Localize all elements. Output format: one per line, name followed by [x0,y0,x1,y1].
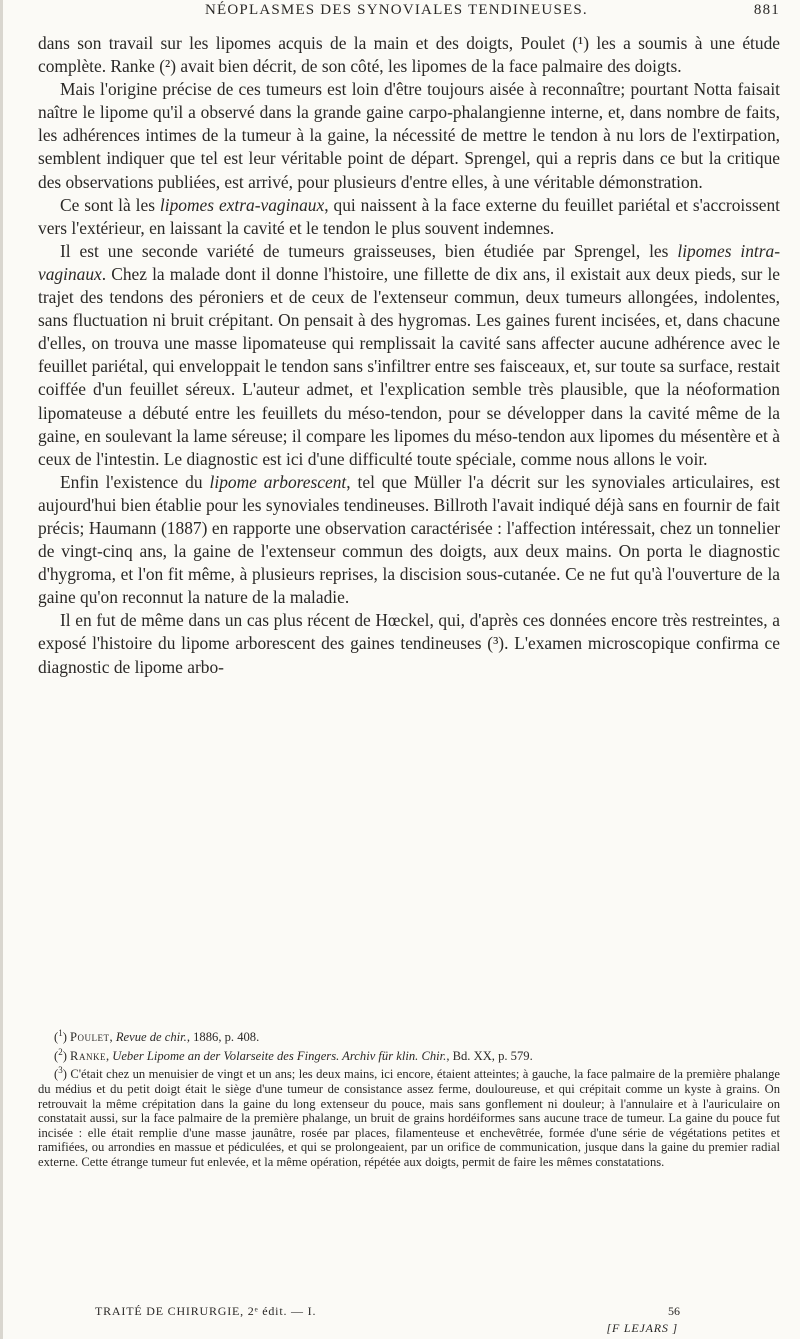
paragraph-3-end: , qui naissent à la face externe du feuillet pariétal et s'accroissent vers l'extérieur, en laissant la cavité et le tendon le plus souvent indemnes. [38,194,780,238]
paragraph-5-start: Enfin l'existence du [60,471,210,492]
paragraph-3 [38,194,780,240]
footnote-1-author: Poulet [70,1030,110,1045]
paragraph-5 [38,471,780,610]
signature-mark: 56 [668,1304,680,1318]
footnote-1-rest: , 1886, p. 408. [186,1030,260,1045]
footnote-1: ($^1$) Poulet, Revue de chir., 1886, p. 408. [54,1028,260,1045]
footnote-3: ($^3$) C'était chez un menuisier de vingt et un ans; les deux mains, ici encore, étaient atteintes; à gauche, la face palmaire de la première phalange du médius et du petit doigt était le siège d'une tumeur de consistance assez ferme, douloureuse, et qui crépitait comme un kyste à grains. On retrouvait la même crépitation dans la gaine du long extenseur du pouce, mais sans gonflement ni douleur; à l'annulaire et à l'auriculaire on constatait aussi, sur la face palmaire de la première phalange, un bruit de grains hordéiformes sans aucune trace de tumeur. La gaine du pouce fut incisée : elle était remplie d'une masse jaunâtre, rosée par places, filamenteuse et enchevêtrée, formée d'une série de végétations petites et ramifiées, ou arrondies en massue et pédiculées, et qui se prolongeaient, par un orifice de communication, jusque dans la gaine du premier radial externe. Cette étrange tumeur fut enlevée, et la même opération, répétée aux doigts, permit de faire les mêmes constatations. [38,1065,780,1169]
page-header [40,2,780,28]
paragraph-5-end: , tel que Müller l'a décrit sur les synoviales articulaires, est aujourd'hui bien établie pour les synoviales tendineuses. Billroth l'avait indiqué déjà sans en fournir de fait précis; Haumann (1887) en rapporte une observation caractérisée : l'affection intéressait, chez un tonnelier de vingt-cinq ans, la gaine de l'extenseur commun des doigts, aux deux mains. On porta le diagnostic d'hygroma, et l'on fit même, à plusieurs reprises, la discision sous-cutanée. Ce ne fut qu'à l'ouverture de la gaine qu'on reconnut la nature de la maladie. [38,471,781,608]
page-number: 881 [753,2,780,18]
term-extra-vaginal: lipomes extra-vaginaux [159,194,325,215]
body-text [38,32,780,679]
paragraph-2: Mais l'origine précise de ces tumeurs est loin d'être toujours aisée à reconnaître; pourtant Notta faisait naître le lipome qu'il a observé dans la grande gaine carpo-phalangienne interne, et, dans nombre de faits, les adhérences intimes de la tumeur à la gaine, la nécessité de mettre le tendon à nu lors de l'extirpation, semblent indiquer que tel est leur véritable point de départ. Sprengel, qui a repris dans ce but la critique des observations publiées, est arrivé, pour plusieurs d'entre elles, à une véritable démonstration. [38,79,780,192]
footnote-2: ($^2$) Ranke, Ueber Lipome an der Volarseite des Fingers. Archiv für klin. Chir., Bd. XX, p. 579. [54,1046,533,1063]
footnote-2-title: Ueber Lipome an der Volarseite des Fingers. Archiv für klin. Chir. [112,1048,447,1063]
paragraph-6: Il en fut de même dans un cas plus récent de Hœckel, qui, d'après ces données encore très restreintes, a exposé l'histoire du lipome arborescent des gaines tendineuses (³). L'examen microscopique confirma ce diagnostic de lipome arbo- [38,610,780,677]
term-lipome-arborescent: lipome arborescent [209,471,347,492]
paragraph-4 [38,240,780,471]
printer-mark: [F LEJARS ] [606,1321,678,1335]
footnote-3-text: C'était chez un menuisier de vingt et un ans; les deux mains, ici encore, étaient atteintes; à gauche, la face palmaire de la première phalange du médius et du petit doigt était le siège d'une tumeur de consistance assez ferme, douloureuse, et qui crépitait comme un kyste à grains. On retrouvait la même crépitation dans la gaine du long extenseur du pouce, mais sans gonflement ni douleur; à l'annulaire et à l'auriculaire on constatait aussi, sur la face palmaire de la première phalange, un bruit de grains hordéiformes sans aucune trace de tumeur. La gaine du pouce fut incisée : elle était remplie d'une masse jaunâtre, rosée par places, filamenteuse et enchevêtrée, formée d'une série de végétations petites et ramifiées, ou arrondies en massue et pédiculées, et qui se prolongeaient, par un orifice de communication, jusque dans la gaine du premier radial externe. Cette étrange tumeur fut enlevée, et la même opération, répétée aux doigts, permit de faire les mêmes constatations. [38,1067,780,1169]
book-title-footer: TRAITÉ DE CHIRURGIE, 2ᵉ édit. — I. [95,1304,317,1318]
paragraph-4-end: . Chez la malade dont il donne l'histoire, une fillette de dix ans, il existait aux deux pieds, sur le trajet des tendons des péroniers et de ceux de l'extenseur commun, deux tumeurs allongées, indolentes, sans fluctuation ni bruit crépitant. On pensait à des hygromas. Les gaines furent incisées, et, dans chacune d'elles, on trouva une masse lipomateuse qui remplissait la cavité sans affecter aucune adhérence avec le feuillet pariétal, qui enveloppait le tendon sans s'infiltrer entre ses faisceaux, et, sur toute sa surface, restait coiffée d'un feuillet séreux. L'auteur admet, et l'explication semble très plausible, que la néoformation lipomateuse a débuté entre les feuillets du méso-tendon, pour se développer dans la cavité même de la gaine, en soulevant la lame séreuse; il compare les lipomes du méso-tendon aux lipomes du mésentère et à ceux de l'intestin. Le diagnostic est ici d'une difficulté toute spéciale, comme nous allons le voir. [38,263,780,469]
footnote-3-mark: 3 [58,1065,63,1076]
running-title: NÉOPLASMES DES SYNOVIALES TENDINEUSES. [205,2,588,18]
paragraph-1: dans son travail sur les lipomes acquis de la main et des doigts, Poulet (¹) les a soumis à une étude complète. Ranke (²) avait bien décrit, de son côté, les lipomes de la face palmaire des doigts. [38,33,780,77]
footnote-1-mark: 1 [58,1028,63,1038]
footnote-2-author: Ranke [70,1048,106,1063]
paragraph-4-start: Il est une seconde variété de tumeurs graisseuses, bien étudiée par Sprengel, les [60,240,678,261]
footnotes [38,1026,780,1169]
paragraph-3-start: Ce sont là les [60,194,160,215]
footnote-1-journal: Revue de chir. [115,1030,187,1045]
page-footer [40,1304,780,1338]
footnote-2-mark: 2 [58,1046,63,1057]
footnote-2-rest: , Bd. XX, p. 579. [446,1048,533,1063]
page-edge [0,0,3,1339]
term-intra-vaginal: lipomes intra-vaginaux [38,240,781,284]
